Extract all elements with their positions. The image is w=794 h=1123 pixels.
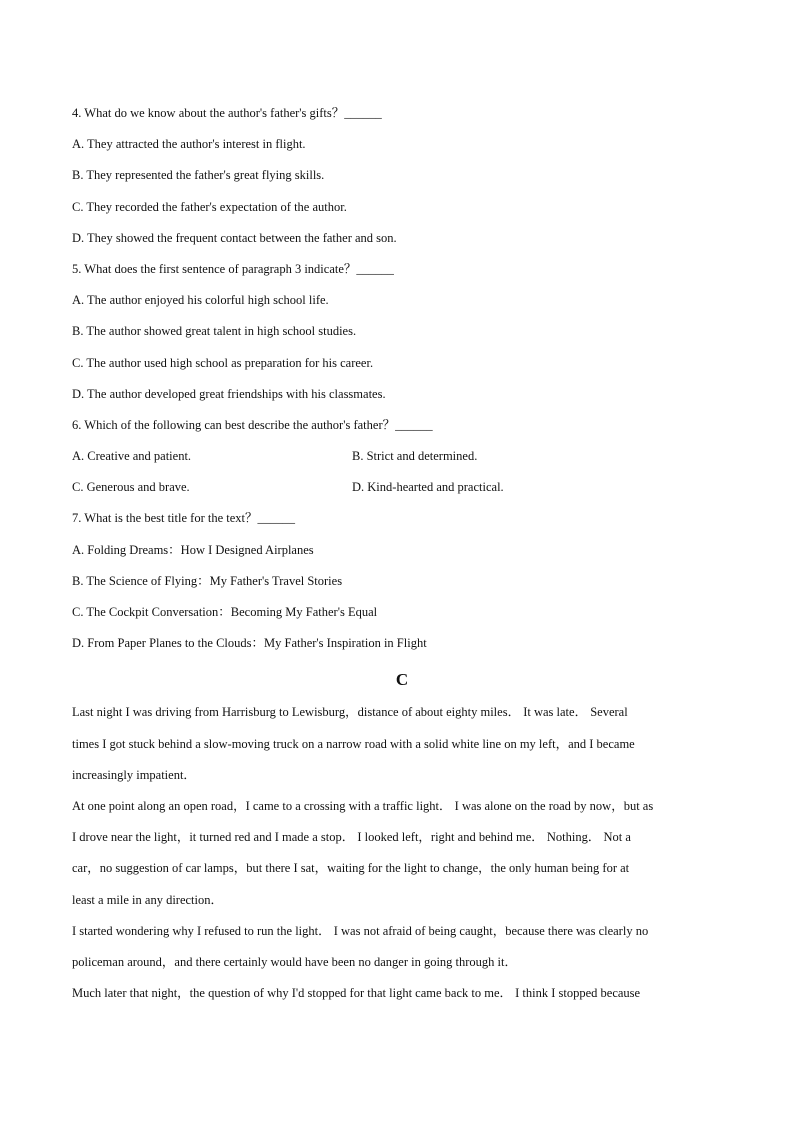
passage-line: least a mile in any direction． [72,892,223,907]
question-7-option-a: A. Folding Dreams：How I Designed Airplanes [72,542,314,557]
passage [72,701,732,1013]
passage-line: I started wondering why I refused to run the light． I was not afraid of being caught，because there was clearly no [72,923,649,938]
question-4-option-a: A. They attracted the author's interest in flight. [72,137,306,152]
question-4-option-d: D. They showed the frequent contact between the father and son. [72,230,397,245]
question-6-options-row-2 [72,476,732,507]
question-4-option-b: B. They represented the father's great flying skills. [72,168,325,183]
passage-line: At one point along an open road，I came to a crossing with a traffic light． I was alone on the road by now，but as [72,798,654,813]
question-4-option-c: C. They recorded the father's expectation of the author. [72,199,347,214]
question-7-option-c: C. The Cockpit Conversation：Becoming My Father's Equal [72,605,378,619]
question-7-option-d: D. From Paper Planes to the Clouds：My Father's Inspiration in Flight [72,636,427,651]
passage-line: car，no suggestion of car lamps，but there I sat，waiting for the light to change，the only human being for at [72,861,630,876]
exam-page [72,102,732,1013]
passage-line: I drove near the light，it turned red and I made a stop． I looked left，right and behind me． Nothing． Not a [72,830,631,845]
question-6-stem: 6. Which of the following can best describe the author's father？______ [72,417,433,432]
passage-line: Last night I was driving from Harrisburg to Lewisburg，distance of about eighty miles． It was late． Several [72,705,628,720]
question-5-option-d: D. The author developed great friendships with his classmates. [72,386,386,401]
question-6-options-row-1 [72,445,732,476]
question-6-option-c: C. Generous and brave. [72,480,190,495]
question-7-stem: 7. What is the best title for the text？______ [72,511,295,526]
passage-line: increasingly impatient． [72,767,196,782]
question-6-option-a: A. Creative and patient. [72,449,192,464]
question-5-option-c: C. The author used high school as preparation for his career. [72,355,374,370]
question-6-option-b: B. Strict and determined. [352,449,478,464]
question-4-stem: 4. What do we know about the author's father's gifts？______ [72,106,382,120]
passage-line: Much later that night，the question of why I'd stopped for that light came back to me． I think I stopped because [72,986,641,1001]
question-5-stem: 5. What does the first sentence of paragraph 3 indicate？______ [72,261,394,276]
question-5-option-a: A. The author enjoyed his colorful high school life. [72,293,329,308]
passage-line: times I got stuck behind a slow-moving truck on a narrow road with a solid white line on my left，and I became [72,736,635,751]
question-5-option-b: B. The author showed great talent in high school studies. [72,324,357,339]
question-6-option-d: D. Kind-hearted and practical. [352,480,504,495]
passage-line: policeman around，and there certainly would have been no danger in going through it． [72,954,518,969]
section-title: C [395,670,409,690]
question-7-option-b: B. The Science of Flying：My Father's Travel Stories [72,573,343,588]
